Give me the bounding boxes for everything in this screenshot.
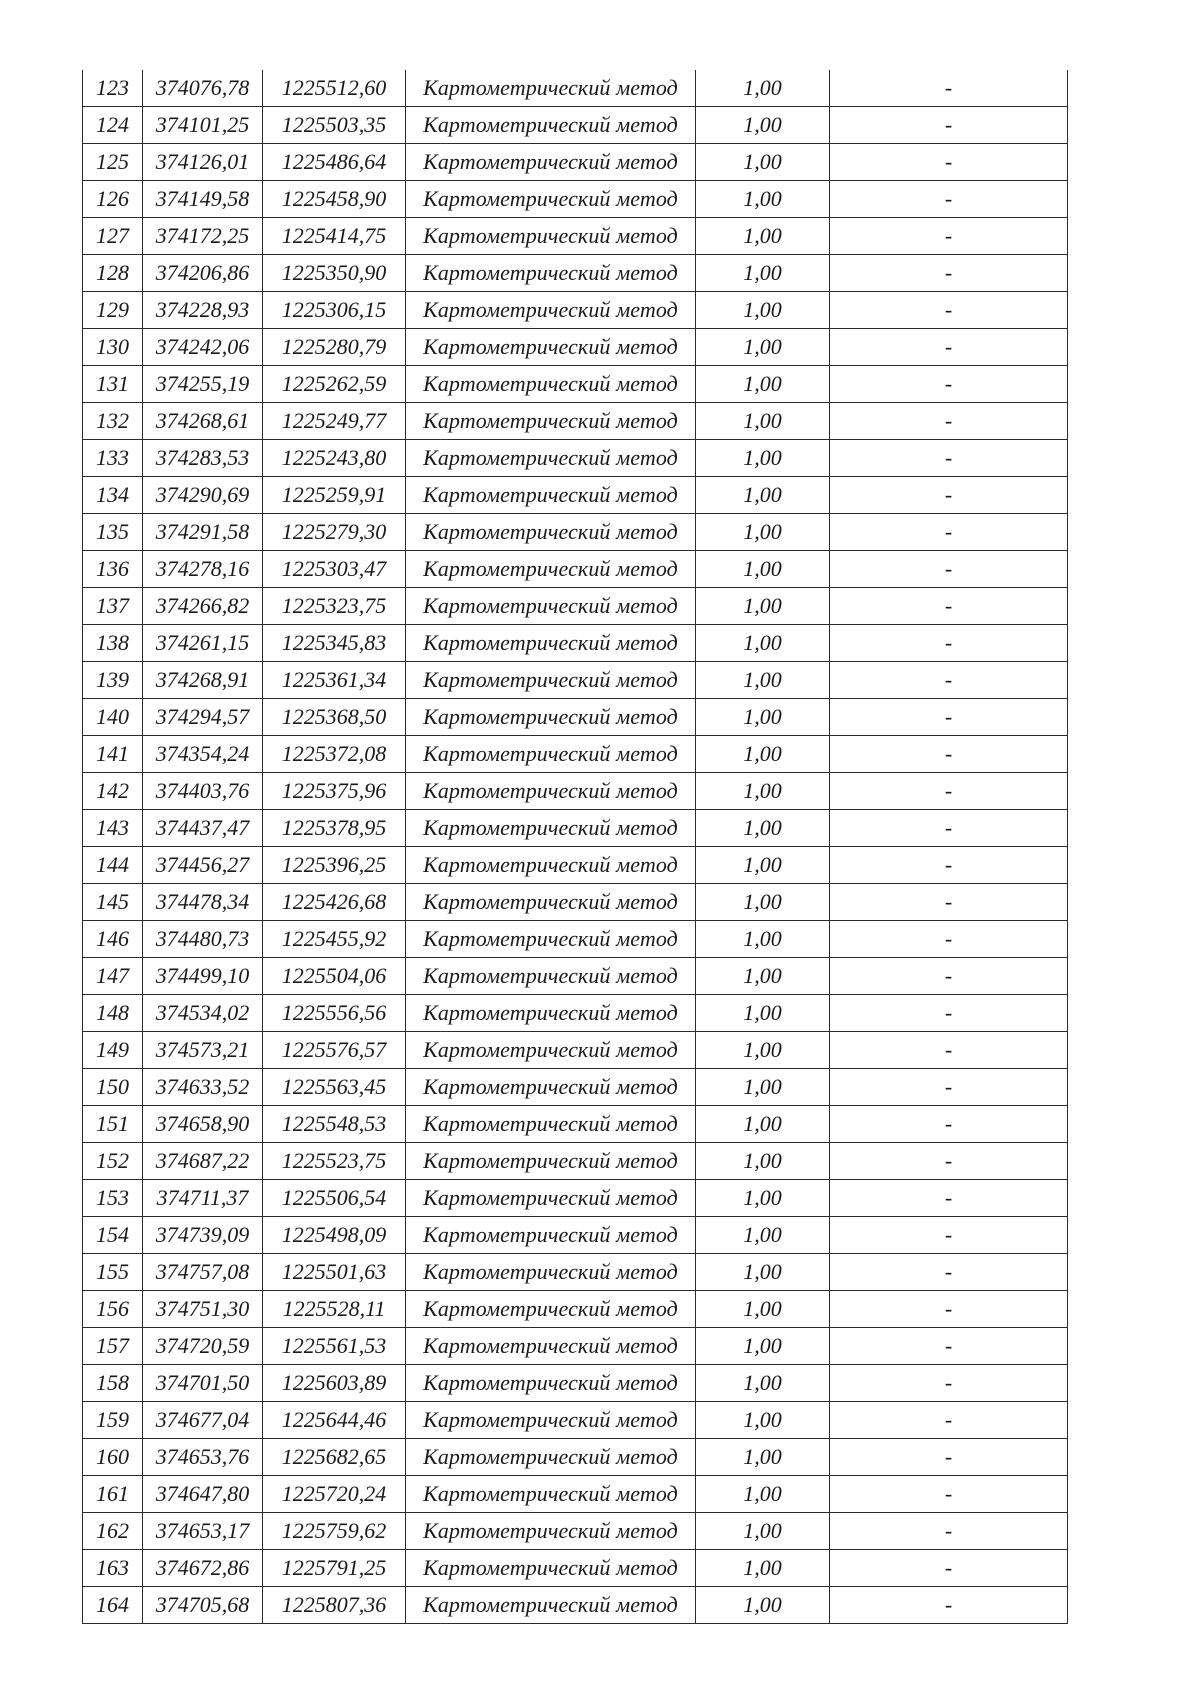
x-coordinate-cell: 374354,24 — [143, 736, 263, 773]
point-number-cell: 152 — [83, 1143, 143, 1180]
y-coordinate-cell: 1225303,47 — [263, 551, 406, 588]
accuracy-cell: 1,00 — [696, 1254, 830, 1291]
accuracy-cell: 1,00 — [696, 1180, 830, 1217]
accuracy-cell: 1,00 — [696, 107, 830, 144]
description-cell: - — [830, 329, 1068, 366]
point-number-cell: 132 — [83, 403, 143, 440]
y-coordinate-cell: 1225279,30 — [263, 514, 406, 551]
method-cell: Картометрический метод — [406, 255, 696, 292]
method-cell: Картометрический метод — [406, 847, 696, 884]
x-coordinate-cell: 374701,50 — [143, 1365, 263, 1402]
point-number-cell: 142 — [83, 773, 143, 810]
point-number-cell: 147 — [83, 958, 143, 995]
accuracy-cell: 1,00 — [696, 699, 830, 736]
accuracy-cell: 1,00 — [696, 403, 830, 440]
table-row — [83, 662, 1068, 699]
x-coordinate-cell: 374739,09 — [143, 1217, 263, 1254]
accuracy-cell: 1,00 — [696, 810, 830, 847]
method-cell: Картометрический метод — [406, 551, 696, 588]
x-coordinate-cell: 374266,82 — [143, 588, 263, 625]
description-cell: - — [830, 181, 1068, 218]
point-number-cell: 156 — [83, 1291, 143, 1328]
x-coordinate-cell: 374647,80 — [143, 1476, 263, 1513]
description-cell: - — [830, 1476, 1068, 1513]
x-coordinate-cell: 374291,58 — [143, 514, 263, 551]
point-number-cell: 155 — [83, 1254, 143, 1291]
point-number-cell: 139 — [83, 662, 143, 699]
y-coordinate-cell: 1225720,24 — [263, 1476, 406, 1513]
accuracy-cell: 1,00 — [696, 144, 830, 181]
description-cell: - — [830, 1365, 1068, 1402]
table-row — [83, 810, 1068, 847]
coordinates-table — [82, 70, 1068, 1624]
table-row — [83, 1180, 1068, 1217]
x-coordinate-cell: 374711,37 — [143, 1180, 263, 1217]
table-row — [83, 1365, 1068, 1402]
description-cell: - — [830, 921, 1068, 958]
point-number-cell: 163 — [83, 1550, 143, 1587]
x-coordinate-cell: 374573,21 — [143, 1032, 263, 1069]
description-cell: - — [830, 477, 1068, 514]
method-cell: Картометрический метод — [406, 1291, 696, 1328]
description-cell: - — [830, 1439, 1068, 1476]
table-row — [83, 958, 1068, 995]
description-cell: - — [830, 144, 1068, 181]
accuracy-cell: 1,00 — [696, 1069, 830, 1106]
x-coordinate-cell: 374149,58 — [143, 181, 263, 218]
table-row — [83, 1217, 1068, 1254]
method-cell: Картометрический метод — [406, 70, 696, 107]
table-row — [83, 1143, 1068, 1180]
table-row — [83, 144, 1068, 181]
point-number-cell: 128 — [83, 255, 143, 292]
y-coordinate-cell: 1225512,60 — [263, 70, 406, 107]
point-number-cell: 148 — [83, 995, 143, 1032]
table-row — [83, 1106, 1068, 1143]
method-cell: Картометрический метод — [406, 1476, 696, 1513]
table-row — [83, 1550, 1068, 1587]
method-cell: Картометрический метод — [406, 921, 696, 958]
method-cell: Картометрический метод — [406, 1254, 696, 1291]
table-row — [83, 1402, 1068, 1439]
x-coordinate-cell: 374705,68 — [143, 1587, 263, 1624]
y-coordinate-cell: 1225504,06 — [263, 958, 406, 995]
y-coordinate-cell: 1225561,53 — [263, 1328, 406, 1365]
x-coordinate-cell: 374534,02 — [143, 995, 263, 1032]
point-number-cell: 164 — [83, 1587, 143, 1624]
accuracy-cell: 1,00 — [696, 1217, 830, 1254]
table-row — [83, 181, 1068, 218]
x-coordinate-cell: 374456,27 — [143, 847, 263, 884]
y-coordinate-cell: 1225759,62 — [263, 1513, 406, 1550]
description-cell: - — [830, 847, 1068, 884]
y-coordinate-cell: 1225280,79 — [263, 329, 406, 366]
description-cell: - — [830, 1032, 1068, 1069]
accuracy-cell: 1,00 — [696, 1291, 830, 1328]
description-cell: - — [830, 1513, 1068, 1550]
description-cell: - — [830, 1328, 1068, 1365]
y-coordinate-cell: 1225306,15 — [263, 292, 406, 329]
description-cell: - — [830, 588, 1068, 625]
point-number-cell: 154 — [83, 1217, 143, 1254]
description-cell: - — [830, 292, 1068, 329]
y-coordinate-cell: 1225345,83 — [263, 625, 406, 662]
description-cell: - — [830, 255, 1068, 292]
y-coordinate-cell: 1225243,80 — [263, 440, 406, 477]
point-number-cell: 134 — [83, 477, 143, 514]
accuracy-cell: 1,00 — [696, 514, 830, 551]
accuracy-cell: 1,00 — [696, 921, 830, 958]
description-cell: - — [830, 1069, 1068, 1106]
y-coordinate-cell: 1225378,95 — [263, 810, 406, 847]
table-row — [83, 477, 1068, 514]
x-coordinate-cell: 374268,61 — [143, 403, 263, 440]
table-row — [83, 699, 1068, 736]
description-cell: - — [830, 958, 1068, 995]
accuracy-cell: 1,00 — [696, 366, 830, 403]
point-number-cell: 161 — [83, 1476, 143, 1513]
point-number-cell: 131 — [83, 366, 143, 403]
table-row — [83, 1439, 1068, 1476]
x-coordinate-cell: 374437,47 — [143, 810, 263, 847]
point-number-cell: 145 — [83, 884, 143, 921]
y-coordinate-cell: 1225528,11 — [263, 1291, 406, 1328]
method-cell: Картометрический метод — [406, 329, 696, 366]
x-coordinate-cell: 374228,93 — [143, 292, 263, 329]
y-coordinate-cell: 1225323,75 — [263, 588, 406, 625]
point-number-cell: 140 — [83, 699, 143, 736]
x-coordinate-cell: 374268,91 — [143, 662, 263, 699]
table-row — [83, 995, 1068, 1032]
x-coordinate-cell: 374278,16 — [143, 551, 263, 588]
y-coordinate-cell: 1225556,56 — [263, 995, 406, 1032]
x-coordinate-cell: 374101,25 — [143, 107, 263, 144]
description-cell: - — [830, 1106, 1068, 1143]
point-number-cell: 153 — [83, 1180, 143, 1217]
accuracy-cell: 1,00 — [696, 662, 830, 699]
description-cell: - — [830, 662, 1068, 699]
table-row — [83, 1513, 1068, 1550]
method-cell: Картометрический метод — [406, 1402, 696, 1439]
accuracy-cell: 1,00 — [696, 1143, 830, 1180]
description-cell: - — [830, 1291, 1068, 1328]
table-row — [83, 1587, 1068, 1624]
point-number-cell: 144 — [83, 847, 143, 884]
accuracy-cell: 1,00 — [696, 1476, 830, 1513]
point-number-cell: 124 — [83, 107, 143, 144]
description-cell: - — [830, 625, 1068, 662]
table-row — [83, 255, 1068, 292]
table-row — [83, 1069, 1068, 1106]
table-row — [83, 1254, 1068, 1291]
y-coordinate-cell: 1225458,90 — [263, 181, 406, 218]
point-number-cell: 135 — [83, 514, 143, 551]
table-row — [83, 440, 1068, 477]
y-coordinate-cell: 1225368,50 — [263, 699, 406, 736]
x-coordinate-cell: 374720,59 — [143, 1328, 263, 1365]
method-cell: Картометрический метод — [406, 958, 696, 995]
method-cell: Картометрический метод — [406, 810, 696, 847]
accuracy-cell: 1,00 — [696, 773, 830, 810]
accuracy-cell: 1,00 — [696, 736, 830, 773]
x-coordinate-cell: 374172,25 — [143, 218, 263, 255]
y-coordinate-cell: 1225361,34 — [263, 662, 406, 699]
x-coordinate-cell: 374242,06 — [143, 329, 263, 366]
method-cell: Картометрический метод — [406, 1143, 696, 1180]
method-cell: Картометрический метод — [406, 1587, 696, 1624]
point-number-cell: 150 — [83, 1069, 143, 1106]
x-coordinate-cell: 374653,17 — [143, 1513, 263, 1550]
table-row — [83, 107, 1068, 144]
accuracy-cell: 1,00 — [696, 477, 830, 514]
table-row — [83, 1476, 1068, 1513]
table-row — [83, 625, 1068, 662]
y-coordinate-cell: 1225576,57 — [263, 1032, 406, 1069]
point-number-cell: 158 — [83, 1365, 143, 1402]
description-cell: - — [830, 366, 1068, 403]
point-number-cell: 123 — [96, 75, 129, 100]
accuracy-cell: 1,00 — [696, 218, 830, 255]
y-coordinate-cell: 1225503,35 — [263, 107, 406, 144]
accuracy-cell: 1,00 — [696, 847, 830, 884]
table-row — [83, 551, 1068, 588]
point-number-cell: 141 — [83, 736, 143, 773]
point-number-cell: 157 — [83, 1328, 143, 1365]
method-cell: Картометрический метод — [406, 440, 696, 477]
accuracy-cell: 1,00 — [696, 625, 830, 662]
coordinates-table-body — [83, 70, 1068, 1624]
table-row — [83, 1032, 1068, 1069]
accuracy-cell: 1,00 — [696, 884, 830, 921]
point-number-cell: 138 — [83, 625, 143, 662]
y-coordinate-cell: 1225414,75 — [263, 218, 406, 255]
accuracy-cell: 1,00 — [696, 1402, 830, 1439]
accuracy-cell: 1,00 — [696, 255, 830, 292]
x-coordinate-cell: 374687,22 — [143, 1143, 263, 1180]
y-coordinate-cell: 1225498,09 — [263, 1217, 406, 1254]
method-cell: Картометрический метод — [406, 1365, 696, 1402]
accuracy-cell: 1,00 — [696, 1439, 830, 1476]
accuracy-cell: 1,00 — [696, 329, 830, 366]
x-coordinate-cell: 374658,90 — [143, 1106, 263, 1143]
x-coordinate-cell: 374403,76 — [143, 773, 263, 810]
description-cell: - — [830, 107, 1068, 144]
accuracy-cell: 1,00 — [696, 70, 830, 107]
table-row — [83, 1328, 1068, 1365]
x-coordinate-cell: 374255,19 — [143, 366, 263, 403]
description-cell: - — [830, 773, 1068, 810]
description-cell: - — [830, 1180, 1068, 1217]
method-cell: Картометрический метод — [406, 181, 696, 218]
accuracy-cell: 1,00 — [696, 1587, 830, 1624]
method-cell: Картометрический метод — [406, 1106, 696, 1143]
description-cell: - — [830, 1143, 1068, 1180]
x-coordinate-cell: 374757,08 — [143, 1254, 263, 1291]
x-coordinate-cell: 374653,76 — [143, 1439, 263, 1476]
point-number-cell: 151 — [83, 1106, 143, 1143]
x-coordinate-cell: 374480,73 — [143, 921, 263, 958]
accuracy-cell: 1,00 — [696, 292, 830, 329]
method-cell: Картометрический метод — [406, 1032, 696, 1069]
x-coordinate-cell: 374261,15 — [143, 625, 263, 662]
y-coordinate-cell: 1225548,53 — [263, 1106, 406, 1143]
method-cell: Картометрический метод — [406, 1180, 696, 1217]
point-number-cell: 130 — [83, 329, 143, 366]
description-cell: - — [830, 70, 1068, 107]
point-number-cell: 136 — [83, 551, 143, 588]
x-coordinate-cell: 374294,57 — [143, 699, 263, 736]
y-coordinate-cell: 1225506,54 — [263, 1180, 406, 1217]
accuracy-cell: 1,00 — [696, 1513, 830, 1550]
description-cell: - — [830, 736, 1068, 773]
point-number-cell: 149 — [83, 1032, 143, 1069]
method-cell: Картометрический метод — [406, 292, 696, 329]
accuracy-cell: 1,00 — [696, 995, 830, 1032]
accuracy-cell: 1,00 — [696, 588, 830, 625]
x-coordinate-cell: 374290,69 — [143, 477, 263, 514]
y-coordinate-cell: 1225262,59 — [263, 366, 406, 403]
y-coordinate-cell: 1225426,68 — [263, 884, 406, 921]
y-coordinate-cell: 1225644,46 — [263, 1402, 406, 1439]
description-cell: - — [830, 1402, 1068, 1439]
table-row — [83, 921, 1068, 958]
method-cell: Картометрический метод — [406, 773, 696, 810]
x-coordinate-cell: 374076,78 — [143, 70, 263, 107]
accuracy-cell: 1,00 — [696, 1550, 830, 1587]
method-cell: Картометрический метод — [406, 218, 696, 255]
method-cell: Картометрический метод — [406, 588, 696, 625]
x-coordinate-cell: 374499,10 — [143, 958, 263, 995]
method-cell: Картометрический метод — [406, 736, 696, 773]
y-coordinate-cell: 1225791,25 — [263, 1550, 406, 1587]
x-coordinate-cell: 374672,86 — [143, 1550, 263, 1587]
accuracy-cell: 1,00 — [696, 1328, 830, 1365]
point-number-cell: 125 — [83, 144, 143, 181]
y-coordinate-cell: 1225603,89 — [263, 1365, 406, 1402]
description-cell: - — [830, 1254, 1068, 1291]
point-number-cell: 127 — [83, 218, 143, 255]
table-row — [83, 70, 1068, 107]
accuracy-cell: 1,00 — [696, 1032, 830, 1069]
point-number-cell: 146 — [83, 921, 143, 958]
y-coordinate-cell: 1225486,64 — [263, 144, 406, 181]
table-row — [83, 588, 1068, 625]
method-cell: Картометрический метод — [406, 625, 696, 662]
method-cell: Картометрический метод — [406, 514, 696, 551]
method-cell: Картометрический метод — [406, 403, 696, 440]
accuracy-cell: 1,00 — [696, 1106, 830, 1143]
y-coordinate-cell: 1225375,96 — [263, 773, 406, 810]
description-cell: - — [830, 1550, 1068, 1587]
method-cell: Картометрический метод — [406, 1069, 696, 1106]
y-coordinate-cell: 1225682,65 — [263, 1439, 406, 1476]
method-cell: Картометрический метод — [406, 144, 696, 181]
point-number-cell: 137 — [83, 588, 143, 625]
x-coordinate-cell: 374283,53 — [143, 440, 263, 477]
x-coordinate-cell: 374633,52 — [143, 1069, 263, 1106]
y-coordinate-cell: 1225259,91 — [263, 477, 406, 514]
method-cell: Картометрический метод — [406, 662, 696, 699]
point-number-cell: 160 — [83, 1439, 143, 1476]
table-row — [83, 736, 1068, 773]
y-coordinate-cell: 1225372,08 — [263, 736, 406, 773]
method-cell: Картометрический метод — [406, 107, 696, 144]
table-row — [83, 329, 1068, 366]
table-row — [83, 1291, 1068, 1328]
description-cell: - — [830, 884, 1068, 921]
point-number-cell: 129 — [83, 292, 143, 329]
y-coordinate-cell: 1225501,63 — [263, 1254, 406, 1291]
description-cell: - — [830, 1587, 1068, 1624]
accuracy-cell: 1,00 — [696, 958, 830, 995]
x-coordinate-cell: 374677,04 — [143, 1402, 263, 1439]
method-cell: Картометрический метод — [406, 1217, 696, 1254]
accuracy-cell: 1,00 — [696, 440, 830, 477]
point-number-cell: 143 — [83, 810, 143, 847]
accuracy-cell: 1,00 — [696, 181, 830, 218]
description-cell: - — [830, 995, 1068, 1032]
y-coordinate-cell: 1225455,92 — [263, 921, 406, 958]
table-row — [83, 218, 1068, 255]
y-coordinate-cell: 1225523,75 — [263, 1143, 406, 1180]
table-row — [83, 366, 1068, 403]
method-cell: Картометрический метод — [406, 477, 696, 514]
method-cell: Картометрический метод — [406, 995, 696, 1032]
table-row — [83, 514, 1068, 551]
y-coordinate-cell: 1225396,25 — [263, 847, 406, 884]
method-cell: Картометрический метод — [406, 1328, 696, 1365]
x-coordinate-cell: 374478,34 — [143, 884, 263, 921]
method-cell: Картометрический метод — [406, 1550, 696, 1587]
method-cell: Картометрический метод — [406, 884, 696, 921]
x-coordinate-cell: 374206,86 — [143, 255, 263, 292]
method-cell: Картометрический метод — [406, 366, 696, 403]
description-cell: - — [830, 810, 1068, 847]
point-number-cell: 133 — [83, 440, 143, 477]
method-cell: Картометрический метод — [406, 1439, 696, 1476]
table-row — [83, 884, 1068, 921]
description-cell: - — [830, 514, 1068, 551]
description-cell: - — [830, 440, 1068, 477]
description-cell: - — [830, 403, 1068, 440]
method-cell: Картометрический метод — [406, 699, 696, 736]
description-cell: - — [830, 699, 1068, 736]
accuracy-cell: 1,00 — [696, 551, 830, 588]
table-row — [83, 847, 1068, 884]
point-number-cell: 159 — [83, 1402, 143, 1439]
y-coordinate-cell: 1225807,36 — [263, 1587, 406, 1624]
point-number-cell: 126 — [83, 181, 143, 218]
method-cell: Картометрический метод — [406, 1513, 696, 1550]
description-cell: - — [830, 1217, 1068, 1254]
point-number-cell: 162 — [83, 1513, 143, 1550]
y-coordinate-cell: 1225350,90 — [263, 255, 406, 292]
y-coordinate-cell: 1225563,45 — [263, 1069, 406, 1106]
x-coordinate-cell: 374126,01 — [143, 144, 263, 181]
x-coordinate-cell: 374751,30 — [143, 1291, 263, 1328]
description-cell: - — [830, 218, 1068, 255]
description-cell: - — [830, 551, 1068, 588]
y-coordinate-cell: 1225249,77 — [263, 403, 406, 440]
table-row — [83, 773, 1068, 810]
table-row — [83, 292, 1068, 329]
accuracy-cell: 1,00 — [696, 1365, 830, 1402]
table-row — [83, 403, 1068, 440]
